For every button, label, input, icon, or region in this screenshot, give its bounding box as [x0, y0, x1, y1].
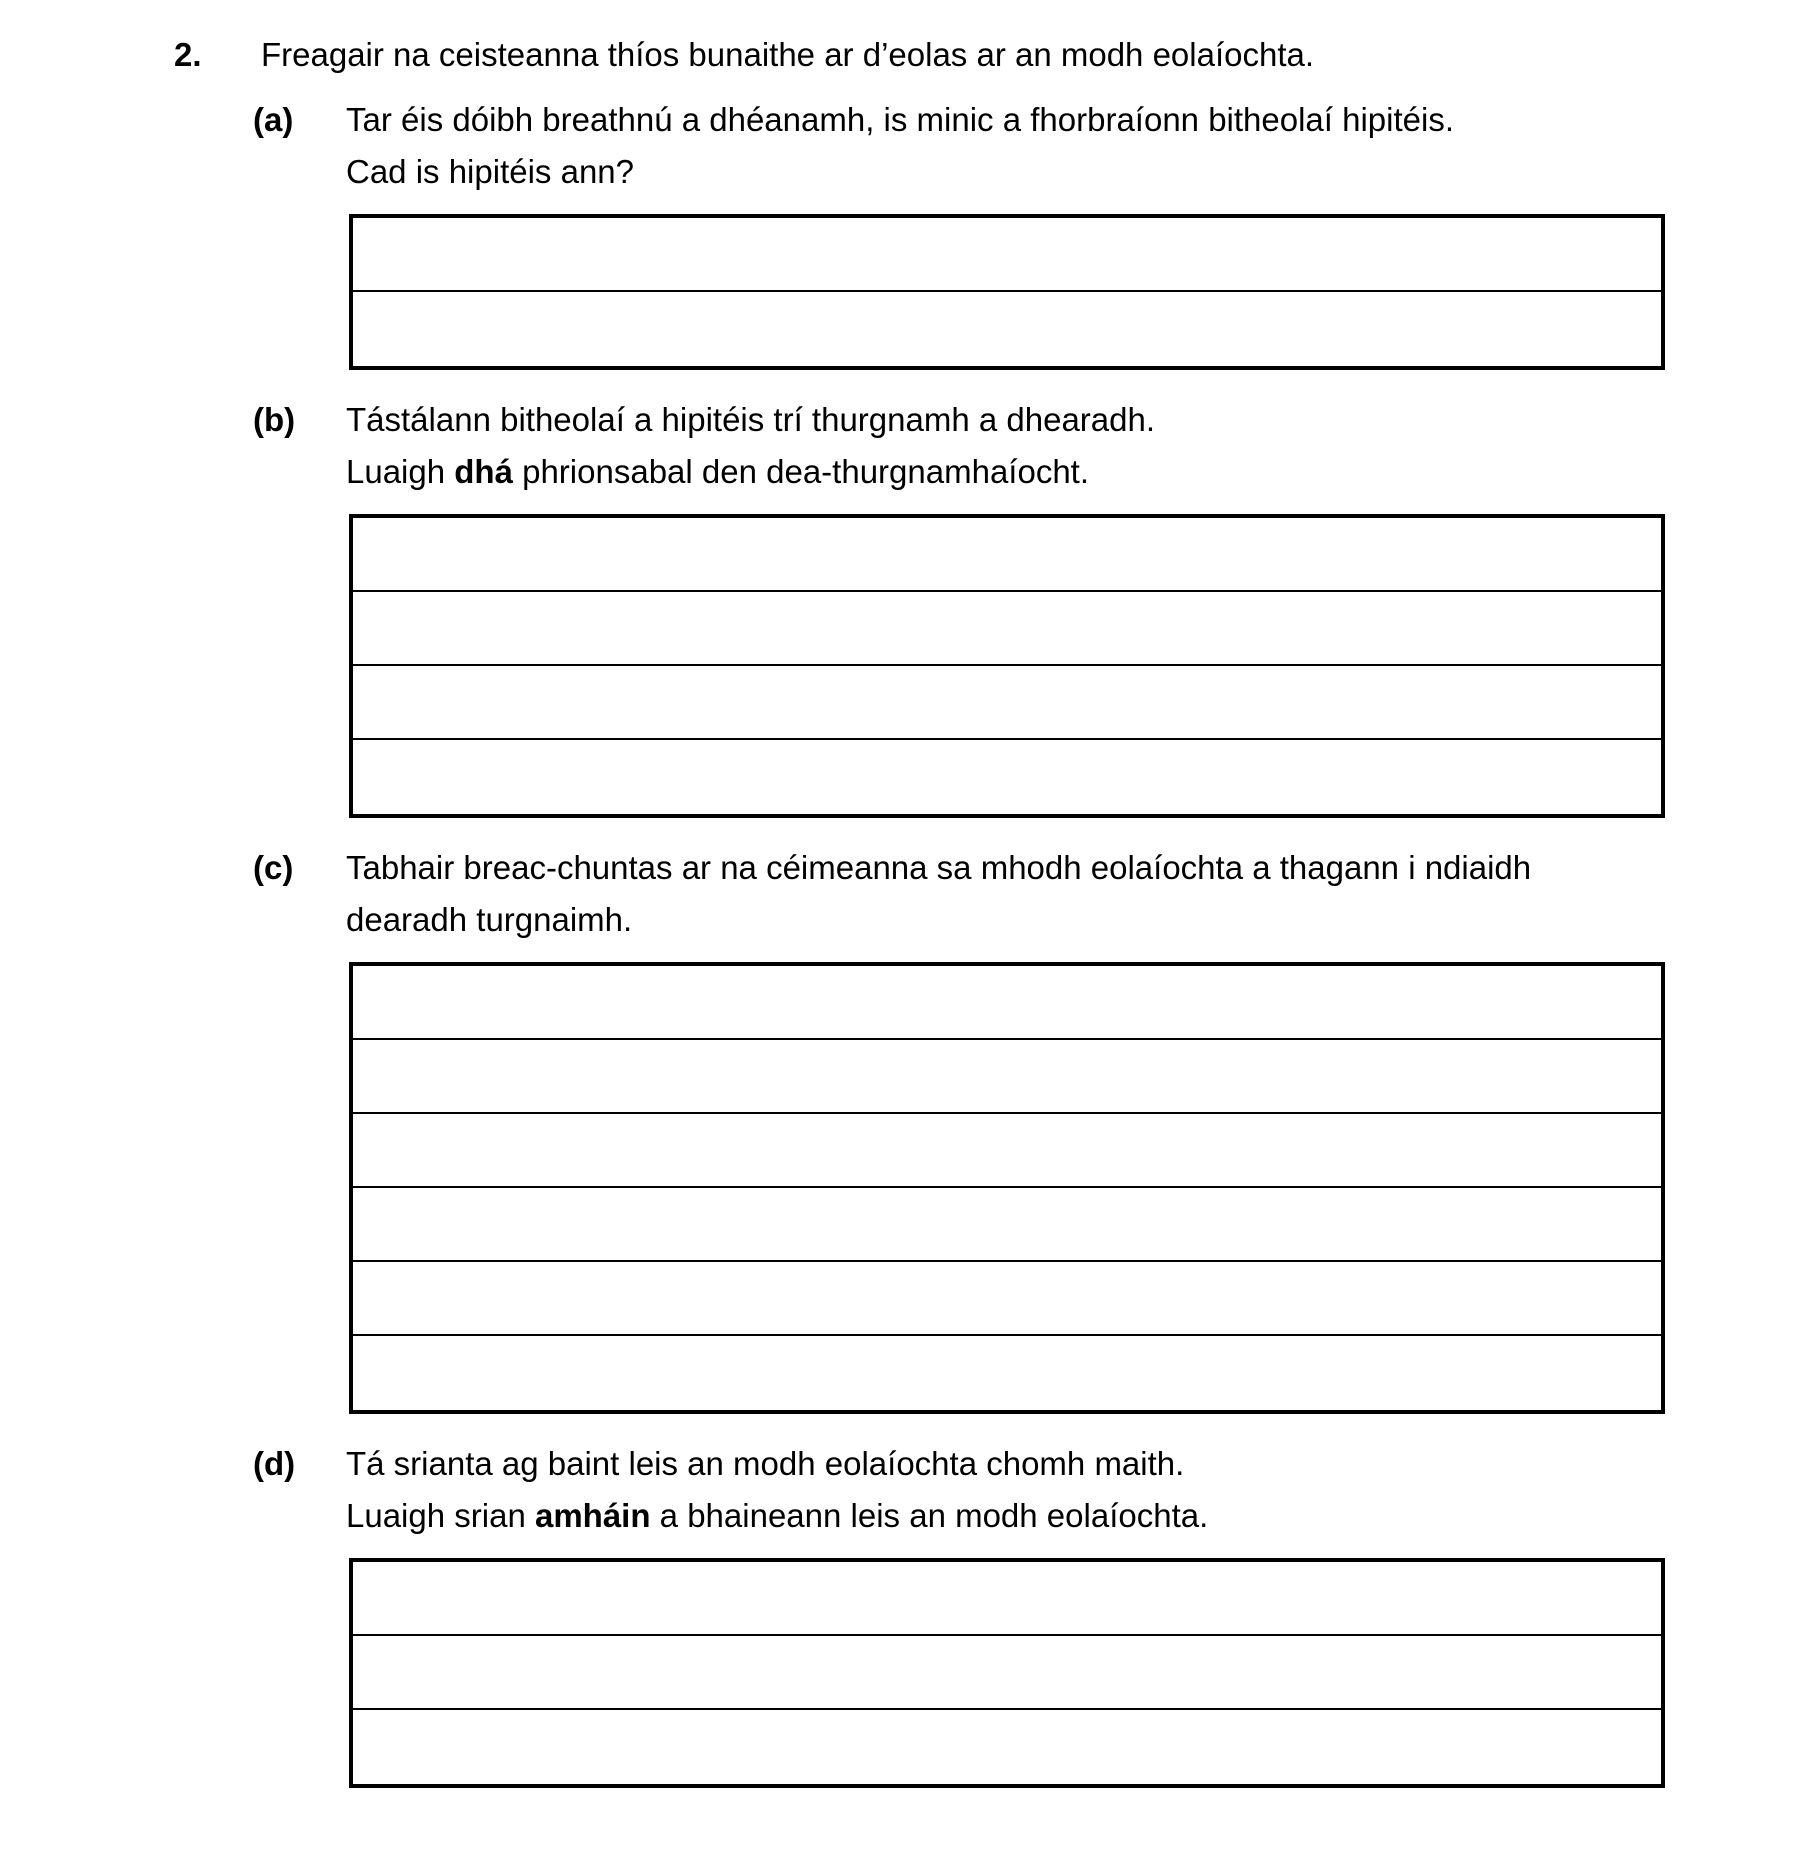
text-run: Tá srianta ag baint leis an modh eolaíochta chomh maith. [346, 1445, 1185, 1482]
answer-row[interactable] [353, 292, 1661, 366]
answer-box-a [349, 214, 1665, 370]
text-run: Tabhair breac-chuntas ar na céimeanna sa mhodh eolaíochta a thagann i ndiaidh [346, 849, 1532, 886]
part-text-line [346, 394, 1818, 446]
part-label: (d) [253, 1445, 296, 1482]
answer-box-d [349, 1558, 1665, 1788]
answer-row[interactable] [353, 1040, 1661, 1114]
question-intro: Freagair na ceisteanna thíos bunaithe ar d’eolas ar an modh eolaíochta. [261, 36, 1315, 73]
text-run: a bhaineann leis an modh eolaíochta. [650, 1497, 1209, 1534]
answer-row[interactable] [353, 592, 1661, 666]
text-run: Tar éis dóibh breathnú a dhéanamh, is minic a fhorbraíonn bitheolaí hipitéis. [346, 101, 1455, 138]
question-part-b [0, 394, 1818, 818]
part-text-line [346, 842, 1818, 894]
part-label: (a) [253, 101, 294, 138]
part-label: (b) [253, 401, 296, 438]
question-part-a [0, 94, 1818, 370]
answer-row[interactable] [353, 1710, 1661, 1784]
answer-row[interactable] [353, 1188, 1661, 1262]
text-run-bold: amháin [534, 1497, 651, 1534]
question-part-d [0, 1438, 1818, 1788]
part-heading [0, 394, 1818, 498]
part-heading [0, 842, 1818, 946]
answer-row[interactable] [353, 518, 1661, 592]
part-text-line [346, 446, 1818, 498]
question-number: 2. [174, 36, 202, 73]
text-run: phrionsabal den dea-thurgnamhaíocht. [512, 453, 1090, 490]
answer-row[interactable] [353, 1562, 1661, 1636]
part-text-line [346, 1438, 1818, 1490]
answer-row[interactable] [353, 666, 1661, 740]
part-text [346, 94, 1818, 198]
answer-row[interactable] [353, 1336, 1661, 1410]
question-part-c [0, 842, 1818, 1414]
answer-row[interactable] [353, 1636, 1661, 1710]
part-text-line [346, 1490, 1818, 1542]
text-run: dearadh turgnaimh. [346, 901, 633, 938]
text-run: Luaigh srian [346, 1497, 535, 1534]
part-label: (c) [253, 849, 294, 886]
answer-row[interactable] [353, 1262, 1661, 1336]
answer-row[interactable] [353, 218, 1661, 292]
question-heading [0, 29, 1818, 81]
text-run: Cad is hipitéis ann? [346, 153, 635, 190]
answer-row[interactable] [353, 966, 1661, 1040]
answer-row[interactable] [353, 740, 1661, 814]
part-text [346, 1438, 1818, 1542]
part-heading [0, 94, 1818, 198]
text-run: Tástálann bitheolaí a hipitéis trí thurgnamh a dhearadh. [346, 401, 1156, 438]
part-text [346, 394, 1818, 498]
answer-row[interactable] [353, 1114, 1661, 1188]
text-run-bold: dhá [454, 453, 513, 490]
part-text-line [346, 94, 1818, 146]
part-text-line [346, 894, 1818, 946]
question-parts [0, 94, 1818, 1788]
text-run: Luaigh [346, 453, 455, 490]
part-heading [0, 1438, 1818, 1542]
part-text-line [346, 146, 1818, 198]
answer-box-c [349, 962, 1665, 1414]
answer-box-b [349, 514, 1665, 818]
part-text [346, 842, 1818, 946]
